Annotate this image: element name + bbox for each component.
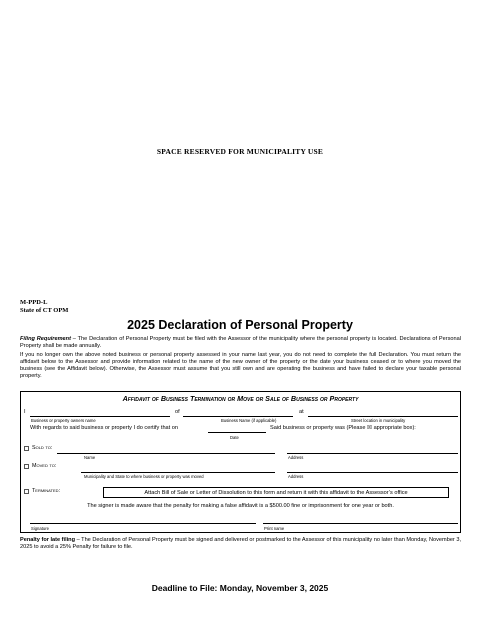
affidavit-title: Affidavit of Business Termination or Move or Sale of Business or Property: [122, 394, 359, 403]
owner-name-field[interactable]: [30, 416, 170, 417]
street-location-caption: Street location in municipality: [351, 418, 406, 423]
reserved-space-label: SPACE RESERVED FOR MUNICIPALITY USE: [156, 147, 324, 156]
sold-checkbox[interactable]: [24, 446, 29, 451]
filing-requirement-text: – The Declaration of Personal Property must be filed with the Assessor of the municipality where the personal property is located. Declarations of Personal Property shall be made annually.: [20, 336, 461, 350]
sold-label: Sold to:: [32, 445, 53, 451]
i-label: I: [24, 409, 26, 415]
moved-checkbox[interactable]: [24, 464, 29, 469]
address-caption-2: Address: [288, 474, 304, 479]
of-label: of: [175, 409, 180, 415]
owner-name-caption: Business or property owners name: [31, 418, 96, 423]
filing-requirement-label: Filing Requirement: [20, 336, 71, 342]
sold-address-field[interactable]: [287, 453, 458, 454]
business-name-field[interactable]: [183, 416, 293, 417]
terminated-label: Terminated:: [32, 488, 61, 494]
name-caption: Name: [84, 455, 96, 460]
signature-caption: Signature: [31, 526, 49, 531]
date-caption: Date: [230, 435, 239, 440]
late-filing-text: – The Declaration of Personal Property must be signed and delivered or postmarked to the Assessor of this municipality no later than Monday, November 3, 2025 to avoid a 25% Penalty for failure to file.: [20, 537, 462, 551]
sold-name-field[interactable]: [57, 453, 275, 454]
moved-municipality-field[interactable]: [81, 472, 275, 473]
late-filing-label: Penalty for late filing: [20, 537, 76, 543]
terminated-checkbox[interactable]: [24, 489, 29, 494]
form-code: M-PPD-L: [20, 299, 48, 306]
moved-address-field[interactable]: [287, 472, 458, 473]
affidavit-box: [20, 391, 461, 533]
terminated-instructions: Attach Bill of Sale or Letter of Dissolution to this form and return it with this affidavit to the Assessor’s office: [103, 487, 449, 498]
false-affidavit-penalty: The signer is made aware that the penalty for making a false affidavit is a $500.00 fine or imprisonment for one year or both.: [87, 503, 394, 509]
business-name-caption: Business Name (if applicable): [221, 418, 277, 423]
print-name-field[interactable]: [263, 523, 458, 524]
moved-label: Moved to:: [32, 463, 57, 469]
late-filing-penalty: [20, 537, 461, 551]
address-caption: Address: [288, 455, 304, 460]
filing-requirement: [20, 336, 461, 350]
agency-name: State of CT OPM: [20, 307, 69, 314]
deadline: Deadline to File: Monday, November 3, 2025: [151, 583, 329, 593]
moved-caption: Municipality and State to where business or property was moved: [84, 474, 204, 479]
certify-text: With regards to said business or property I do certify that on: [30, 425, 178, 431]
print-name-caption: Print name: [264, 526, 285, 531]
no-longer-own-paragraph: If you no longer own the above noted business or personal property assessed in your name last year, you do not need to complete the full Declaration. You must return the affidavit below to the Assessor and provide information related to the name of the new owner of the property or the date your business ceased or to where you moved the business (see the Affidavit below). Otherwise, the Assessor must assume that you still own and are operating the business and have failed to declare your taxable personal property.: [20, 352, 461, 380]
page-title: 2025 Declaration of Personal Property: [127, 318, 353, 332]
date-field[interactable]: [208, 432, 266, 433]
street-location-field[interactable]: [308, 416, 458, 417]
at-label: at: [299, 409, 304, 415]
signature-field[interactable]: [30, 523, 256, 524]
was-text: Said business or property was (Please ☒ appropriate box):: [270, 425, 416, 431]
